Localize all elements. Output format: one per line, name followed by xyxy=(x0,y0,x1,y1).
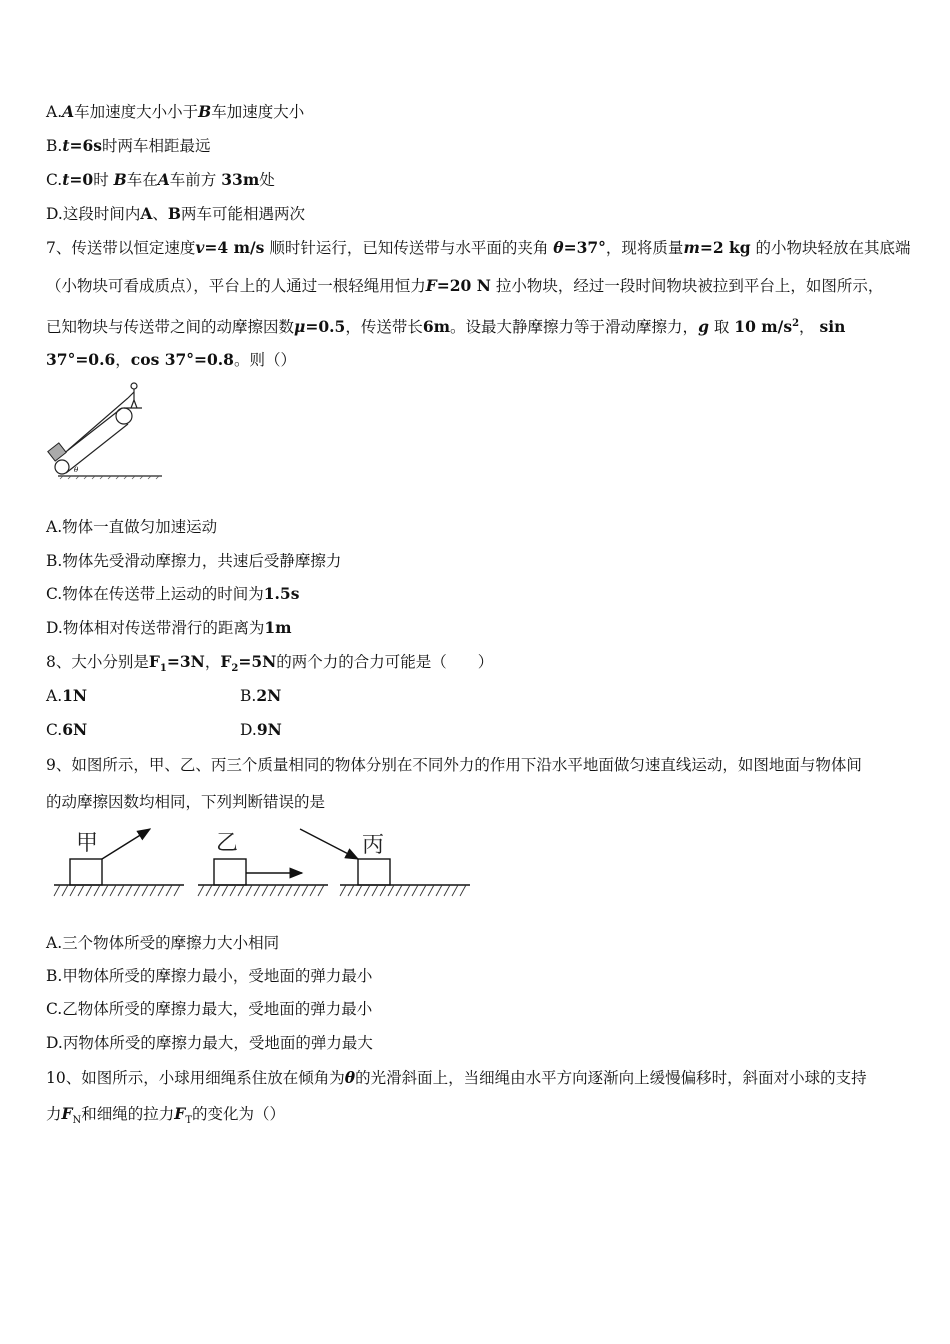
q9-figure xyxy=(46,822,476,902)
q7-option-a: A.物体一直做匀加速运动 xyxy=(46,518,218,536)
q9-stem-line-1: 9、如图所示，甲、乙、丙三个质量相同的物体分别在不同外力的作用下沿水平地面做匀速直线运动，如图地面与物体间 xyxy=(46,756,862,774)
rope xyxy=(68,398,128,450)
label-yi: 乙 xyxy=(216,831,239,856)
q6-option-a: A.A车加速度大小小于B车加速度大小 xyxy=(46,102,305,121)
block-jia xyxy=(70,859,102,885)
belt-upper-line xyxy=(58,408,122,458)
force-arrow-jia xyxy=(102,829,150,859)
q7-stem-line-1: 7、传送带以恒定速度v=4 m/s 顺时针运行，已知传送带与水平面的夹角 θ=37°，现将质量m=2 kg 的小物块轻放在其底端 xyxy=(46,238,911,257)
q10-stem-line-1: 10、如图所示，小球用细绳系住放在倾角为θ的光滑斜面上，当细绳由水平方向逐渐向上缓慢偏移时，斜面对小球的支持 xyxy=(46,1068,867,1087)
q9-option-b: B.甲物体所受的摩擦力最小，受地面的弹力最小 xyxy=(46,967,373,985)
q7-stem-line-3: 已知物块与传送带之间的动摩擦因数μ=0.5，传送带长6m。设最大静摩擦力等于滑动摩擦力，g 取 10 $m/s^2$， sin xyxy=(46,317,846,337)
q9-option-a: A.三个物体所受的摩擦力大小相同 xyxy=(46,934,280,952)
top-pulley xyxy=(116,408,132,424)
label-bing: 丙 xyxy=(362,833,385,858)
q9-stem-line-2: 的动摩擦因数均相同，下列判断错误的是 xyxy=(46,793,326,811)
label-jia: 甲 xyxy=(76,831,99,856)
q8-option-b: B.2N xyxy=(240,686,282,705)
q6-option-b: B.t=6s时两车相距最远 xyxy=(46,136,211,155)
block-bing xyxy=(358,859,390,885)
q7-option-d: D.物体相对传送带滑行的距离为1m xyxy=(46,618,292,637)
q8-option-c: C.6N xyxy=(46,720,88,739)
q8-option-d: D.9N xyxy=(240,720,282,739)
q9-option-d: D.丙物体所受的摩擦力最大，受地面的弹力最大 xyxy=(46,1034,373,1052)
q7-stem-line-2: （小物块可看成质点），平台上的人通过一根轻绳用恒力F=20 N 拉小物块，经过一段时间物块被拉到平台上，如图所示， xyxy=(46,276,884,295)
theta-label: θ xyxy=(74,466,79,474)
bottom-pulley xyxy=(55,460,69,474)
block xyxy=(48,443,66,461)
q6-option-d: D.这段时间内A、B两车可能相遇两次 xyxy=(46,204,305,223)
q9-option-c: C.乙物体所受的摩擦力最大，受地面的弹力最小 xyxy=(46,1000,373,1018)
q10-stem-line-2: 力$F_N$和细绳的拉力$F_T$的变化为（） xyxy=(46,1104,285,1127)
person-head xyxy=(131,383,137,389)
q8-stem: 8、大小分别是$F_1=3N$，$F_2=5N$的两个力的合力可能是（ ） xyxy=(46,652,494,675)
q7-stem-line-4: 37°=0.6，cos 37°=0.8。则（） xyxy=(46,350,296,369)
q7-option-b: B.物体先受滑动摩擦力，共速后受静摩擦力 xyxy=(46,552,342,570)
q6-option-c: C.t=0时 B车在A车前方 33m处 xyxy=(46,170,275,189)
q7-conveyor-figure xyxy=(44,380,164,480)
q8-option-a: A.1N xyxy=(46,686,88,705)
q7-option-c: C.物体在传送带上运动的时间为1.5s xyxy=(46,584,300,603)
block-yi xyxy=(214,859,246,885)
force-arrow-bing xyxy=(300,829,358,859)
